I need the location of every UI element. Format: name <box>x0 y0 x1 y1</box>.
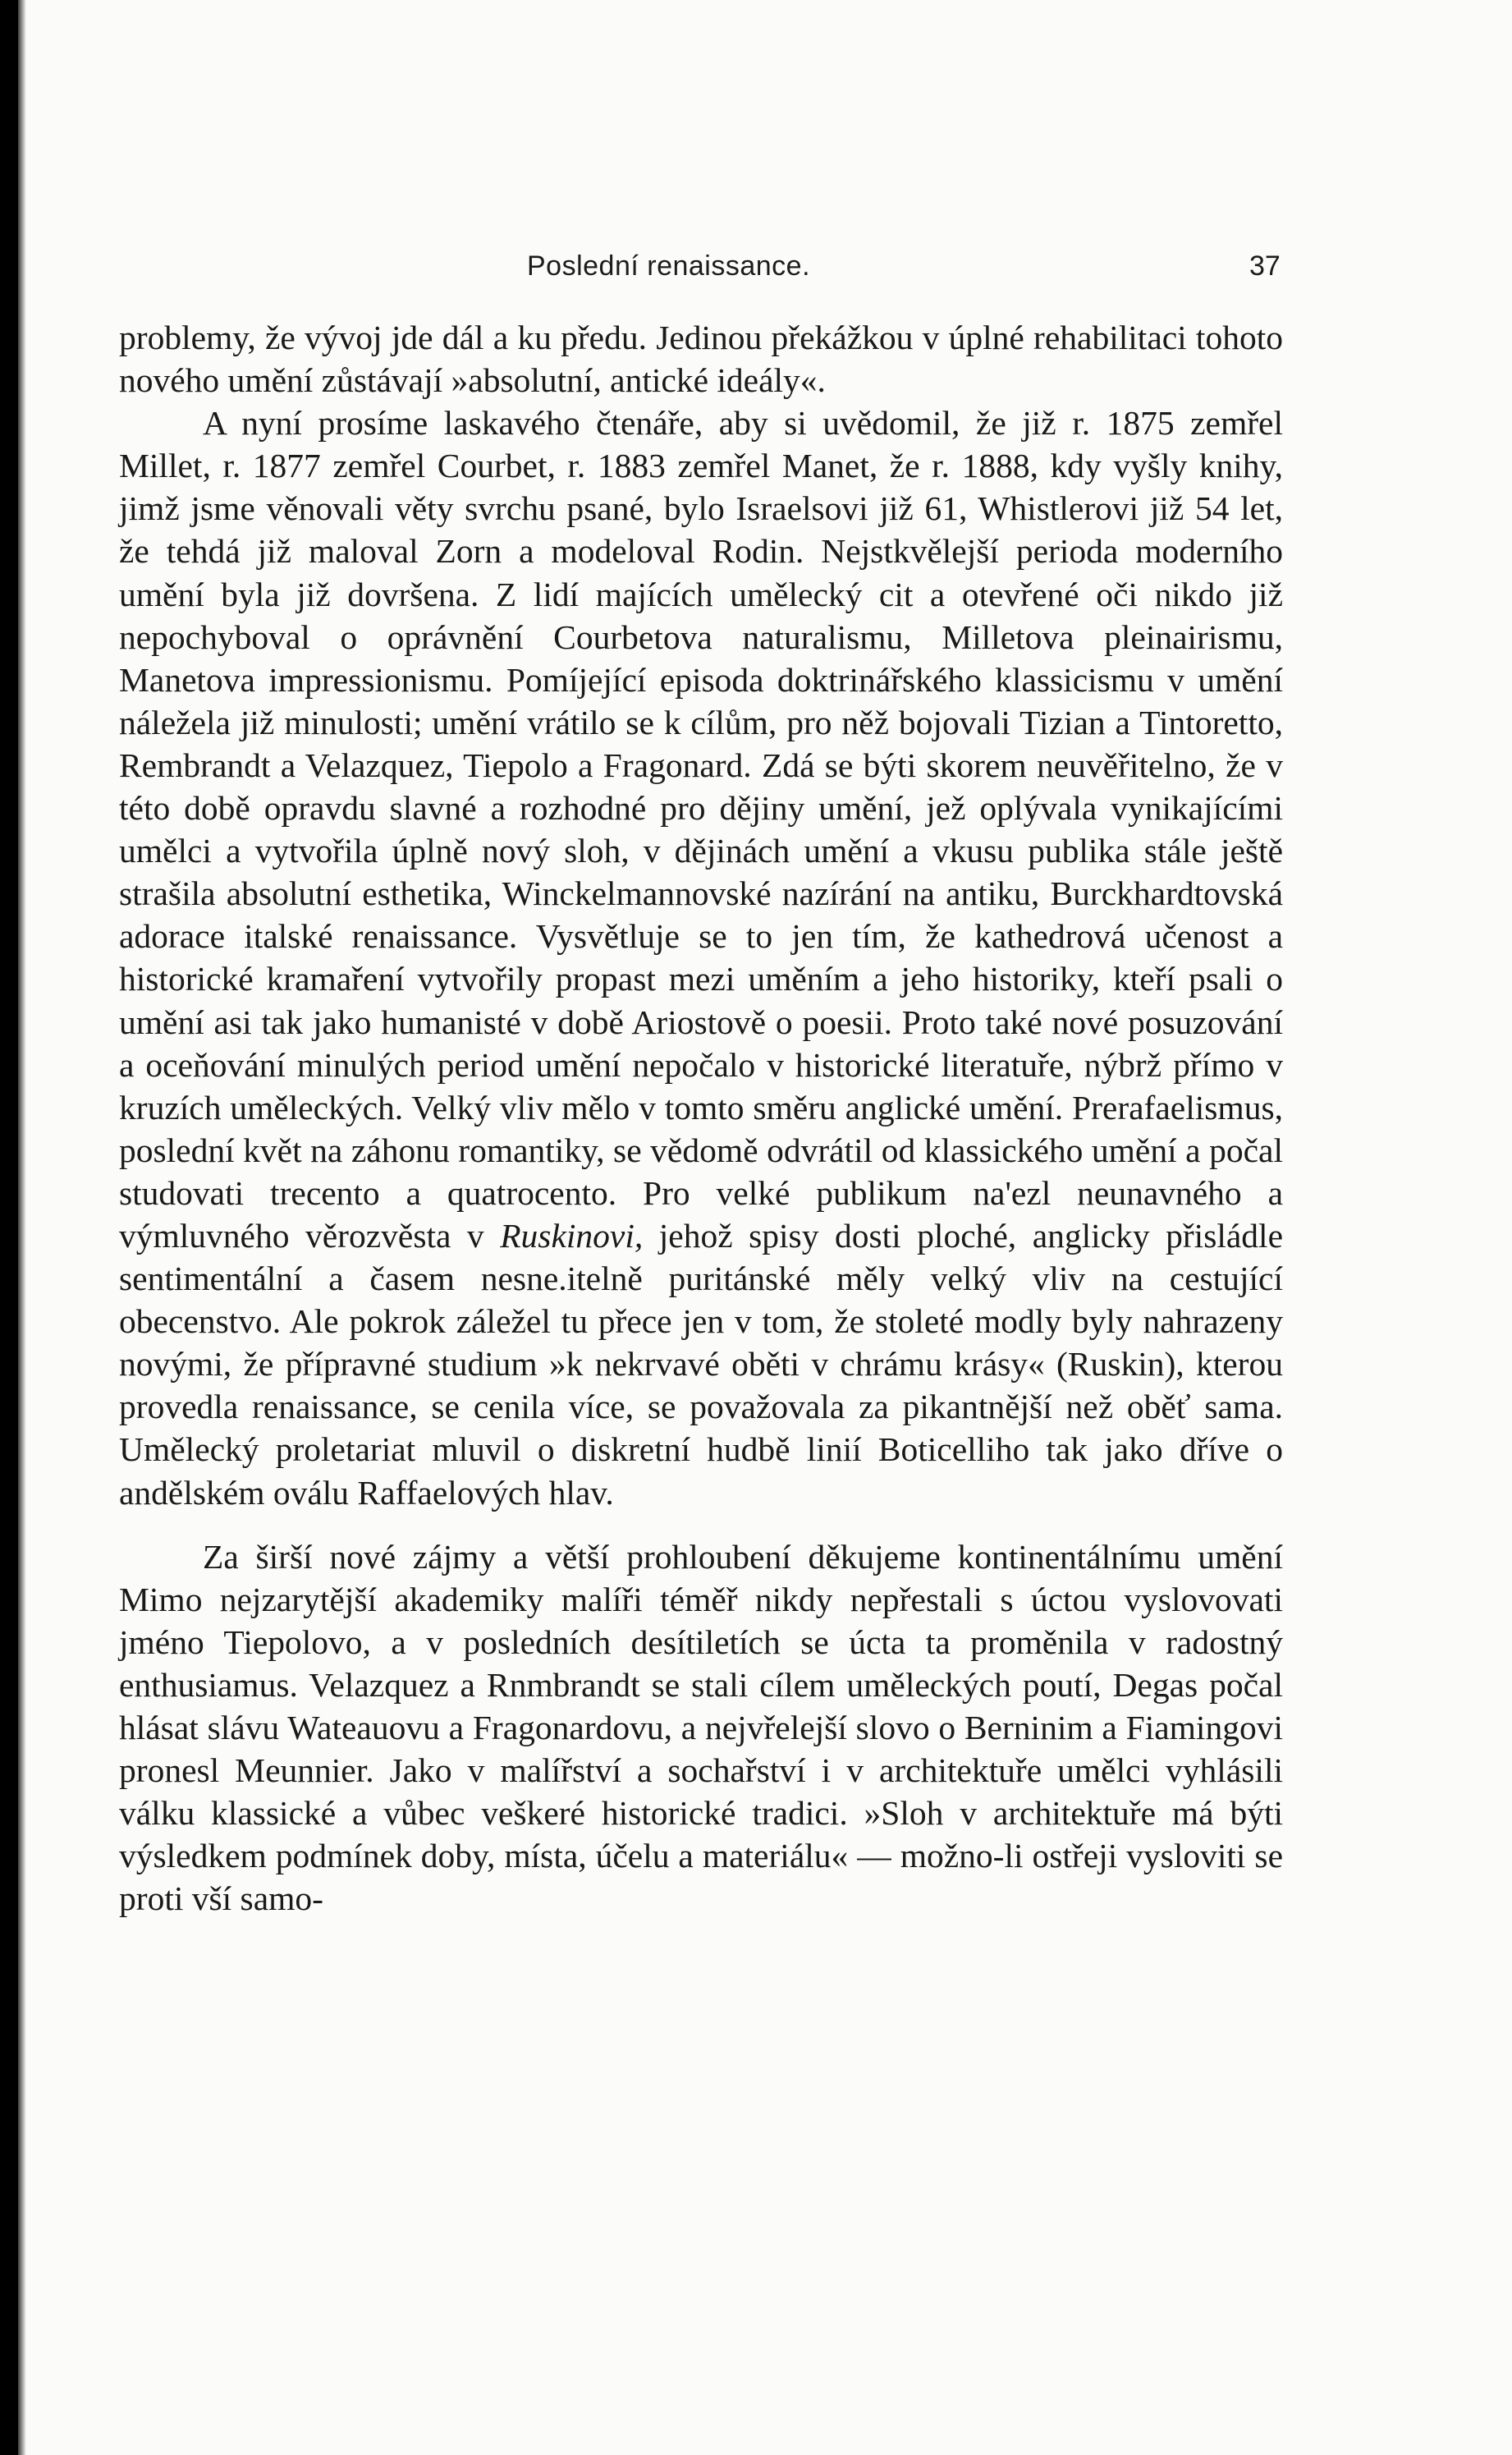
page-edge-shadow <box>18 0 26 2455</box>
paragraph-2-part-2: jehož spisy dosti ploché, anglicky přisládle sentimentální a časem nesne.itelně puritánské měly velký vliv na cestující obecenstvo. Ale pokrok záležel tu přece jen v tom, že stoleté modly byly nahrazeny novými, že přípravné studium »k nekrvavé oběti v chrámu krásy« (Ruskin), kterou provedla renaissance, se cenila více, se považovala za pikantnější než oběť sama. Umělecký proletariat mluvil o diskretní hudbě linií Boticelliho tak jako dříve o andělském oválu Raffaelových hlav. <box>119 1216 1283 1512</box>
page-header <box>18 242 1512 291</box>
paragraph-2 <box>119 402 1283 1513</box>
paragraph-2-italic: Ruskinovi, <box>500 1216 644 1255</box>
running-title: Poslední renaissance. <box>527 250 811 282</box>
paragraph-2-part-1: A nyní prosíme laskavého čtenáře, aby si uvědomil, že již r. 1875 zemřel Millet, r. 1877 zemřel Courbet, r. 1883 zemřel Manet, že r. 1888, kdy vyšly knihy, jimž jsme věnovali věty svrchu psané, bylo Israelsovi již 61, Whistlerovi již 54 let, že tehdá již maloval Zorn a modeloval Rodin. Nejstkvělejší perioda moderního umění byla již dovršena. Z lidí majících umělecký cit a otevřené oči nikdo již nepochyboval o oprávnění Courbetova naturalismu, Milletova pleinairismu, Manetova impressionismu. Pomíjející episoda doktrinářského klassicismu v umění náležela již minulosti; umění vrátilo se k cílům, pro něž bojovali Tizian a Tintoretto, Rembrandt a Velazquez, Tiepolo a Fragonard. Zdá se býti skorem neuvěřitelno, že v této době opravdu slavné a rozhodné pro dějiny umění, jež oplývala vynikajícími umělci a vytvořila úplně nový sloh, v dějinách umění a vkusu publika stále ještě strašila absolutní esthetika, Winckelmannovské nazírání na antiku, Burckhardtovská adorace italské renaissance. Vysvětluje se to jen tím, že kathedrová učenost a historické kramaření vytvořily propast mezi uměním a jeho historiky, kteří psali o umění asi tak jako humanisté v době Ariostově o poesii. Proto také nové posuzování a oceňování minulých period umění nepočalo v historické literatuře, nýbrž přímo v kruzích uměleckých. Velký vliv mělo v tomto směru anglické umění. Prerafaelismus, poslední květ na záhonu romantiky, se vědomě odvrátil od klassického umění a počal studovati trecento a quatrocento. Pro velké publikum na'ezl neunavného a výmluvného věrozvěsta v <box>119 404 1283 1255</box>
body-text <box>119 316 1283 1920</box>
paragraph-1: problemy, že vývoj jde dál a ku předu. Jedinou překážkou v úplné rehabilitaci tohoto nového umění zůstávají »absolutní, antické ideály«. <box>119 319 1283 400</box>
paragraph-3: Za širší nové zájmy a větší prohloubení děkujeme kontinentálnímu umění Mimo nejzarytější akademiky malíři téměř nikdy nepřestali s úctou vyslovovati jméno Tiepolovo, a v posledních desítiletích se úcta ta proměnila v radostný enthusiamus. Velazquez a Rnmbrandt se stali cílem uměleckých poutí, Degas počal hlásat slávu Wateauovu a Fragonardovu, a nejvřelejší slovo o Berninim a Fiamingovi pronesl Meunnier. Jako v malířství a sochařství i v architektuře umělci vyhlásili válku klassické a vůbec veškeré historické tradici. »Sloh v architektuře má býti výsledkem podmínek doby, místa, účelu a materiálu« — možno-li ostřeji vysloviti se proti vší samo- <box>119 1537 1283 1918</box>
page-number: 37 <box>1249 250 1281 282</box>
book-page <box>18 0 1512 2455</box>
